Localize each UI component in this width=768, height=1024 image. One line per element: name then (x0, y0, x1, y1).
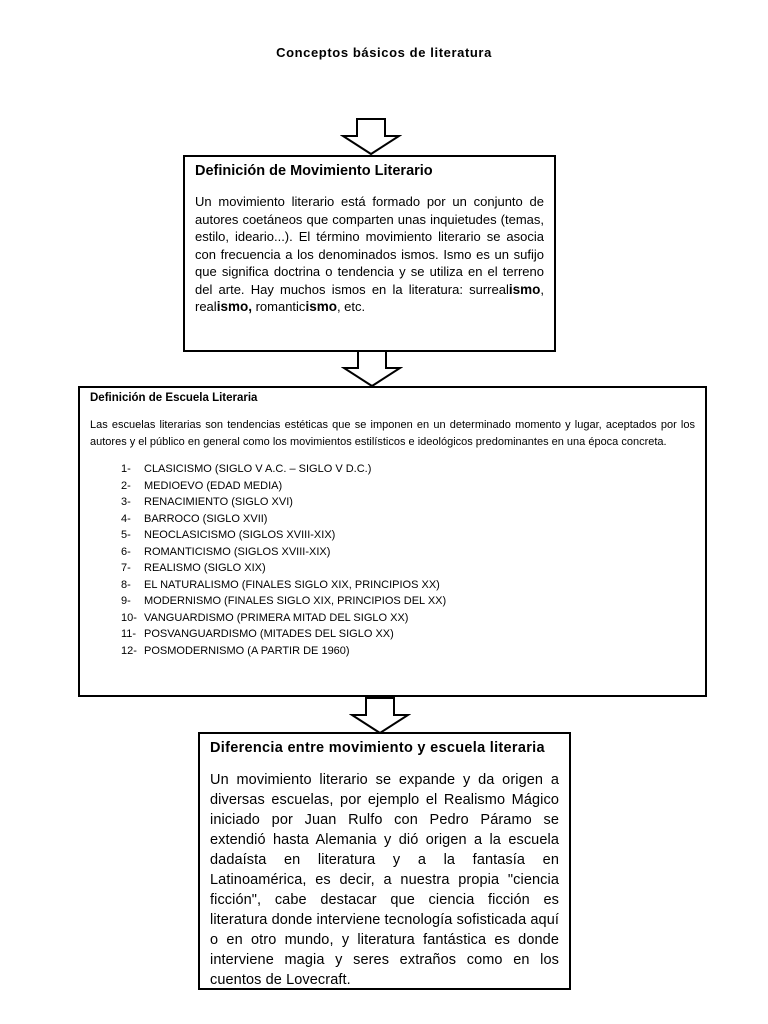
movimiento-heading: Definición de Movimiento Literario (195, 163, 433, 179)
movimiento-literario-box (183, 155, 556, 352)
list-item: 3- RENACIMIENTO (SIGLO XVI) (121, 496, 293, 508)
list-item: 6- ROMANTICISMO (SIGLOS XVIII-XIX) (121, 545, 331, 558)
page-title: Conceptos básicos de literatura (276, 45, 492, 60)
list-item: 2- MEDIOEVO (EDAD MEDIA) (121, 479, 283, 492)
down-arrow-icon (349, 697, 411, 735)
diferencia-heading: Diferencia entre movimiento y escuela literaria (210, 740, 545, 756)
diferencia-box (198, 732, 571, 990)
down-arrow-icon (340, 118, 402, 156)
movimiento-text: Un movimiento literario está formado por un conjunto de autores coetáneos que comparten unas inquietudes (temas, estilo, ideario...). El término movimiento literario se asocia con frecuencia a los denominados ismos. Ismo es un sufijo que significa doctrina o tendencia y se utiliza en el terreno del arte. Hay muchos ismos en la literatura: surrealismo, realismo, romanticismo, etc. (195, 194, 544, 314)
list-item: 11- POSVANGUARDISMO (MITADES DEL SIGLO XX) (121, 628, 394, 640)
list-item: 9- MODERNISMO (FINALES SIGLO XIX, PRINCIPIOS DEL XX) (121, 595, 447, 607)
list-item: 12- POSMODERNISMO (A PARTIR DE 1960) (121, 644, 350, 657)
list-item: 1- CLASICISMO (SIGLO V A.C. – SIGLO V D.C.) (121, 463, 372, 475)
down-arrow-icon (341, 350, 403, 388)
escuelas-list (90, 461, 695, 659)
escuela-heading: Definición de Escuela Literaria (90, 392, 258, 404)
escuela-text: Las escuelas literarias son tendencias estéticas que se imponen en un determinado momento y lugar, aceptados por los autores y el público en general como los movimientos estilísticos e ideológicos predominantes en una época concreta. (90, 419, 695, 448)
list-item: 4- BARROCO (SIGLO XVII) (121, 512, 268, 525)
list-item: 8- EL NATURALISMO (FINALES SIGLO XIX, PRINCIPIOS XX) (121, 578, 440, 591)
list-item: 7- REALISMO (SIGLO XIX) (121, 562, 266, 574)
escuela-literaria-box (78, 386, 707, 697)
list-item: 5- NEOCLASICISMO (SIGLOS XVIII-XIX) (121, 529, 336, 541)
list-item: 10- VANGUARDISMO (PRIMERA MITAD DEL SIGLO XX) (121, 611, 409, 624)
diferencia-text: Un movimiento literario se expande y da origen a diversas escuelas, por ejemplo el Realismo Mágico iniciado por Juan Rulfo con Pedro Páramo se extendió hasta Alemania y dió origen a la escuela dadaísta en literatura y a la fantasía en Latinoamérica, es decir, a nuestra propia "ciencia ficción", cabe destacar que ciencia ficción es literatura donde interviene tecnología sofisticada aquí o en otro mundo, y literatura fantástica es donde interviene magia y seres extraños como en los cuentos de Lovecraft. (210, 772, 559, 988)
